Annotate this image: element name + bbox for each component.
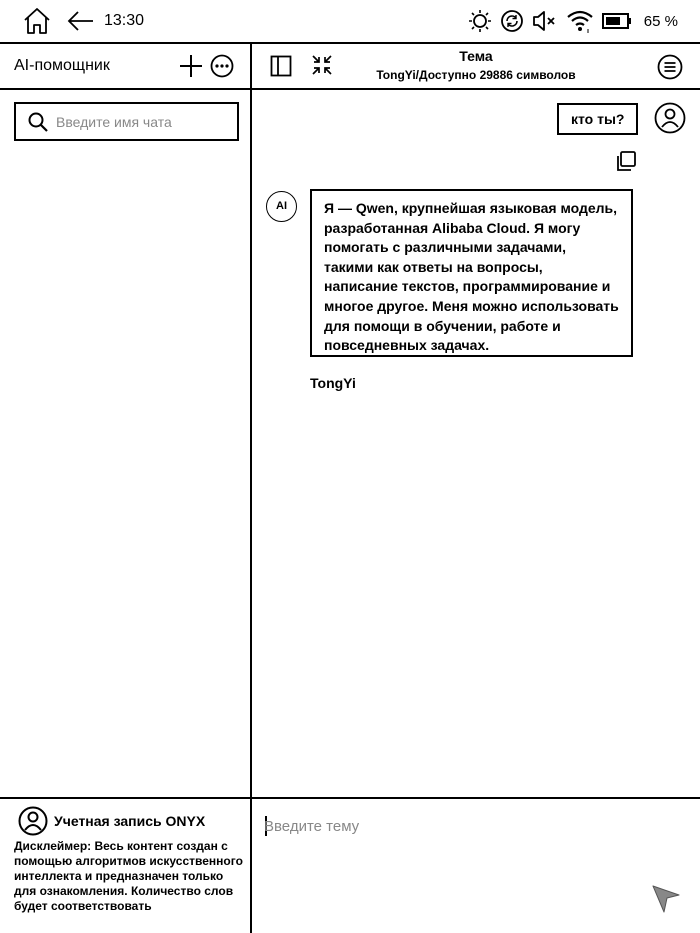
new-chat-plus-icon[interactable] bbox=[178, 53, 204, 79]
more-options-icon[interactable] bbox=[210, 54, 234, 78]
chat-search-box[interactable] bbox=[14, 102, 239, 141]
disclaimer-text: Дисклеймер: Весь контент создан с помощью алгоритмов искусственного интеллекта и предназначен только для ознакомления. Количество слов будет соответствовать bbox=[14, 839, 243, 913]
account-label: Учетная запись ONYX bbox=[54, 813, 206, 829]
ai-model-label: TongYi bbox=[310, 375, 356, 391]
status-bar bbox=[0, 0, 700, 42]
chat-subtitle: TongYi/Доступно 29886 символов bbox=[376, 68, 576, 82]
user-message-bubble: кто ты? bbox=[557, 103, 638, 135]
copy-icon[interactable] bbox=[615, 150, 637, 172]
user-account-icon bbox=[18, 806, 48, 836]
sidebar-header bbox=[0, 44, 250, 90]
back-arrow-icon[interactable] bbox=[66, 8, 96, 34]
menu-icon[interactable] bbox=[657, 54, 683, 80]
clock: 13:30 bbox=[104, 12, 145, 29]
brightness-icon[interactable] bbox=[468, 9, 492, 33]
sync-icon[interactable] bbox=[500, 9, 524, 33]
chat-header bbox=[252, 44, 700, 90]
search-icon bbox=[28, 112, 48, 132]
topic-input[interactable] bbox=[264, 813, 644, 839]
compose-area bbox=[252, 797, 700, 933]
sidebar-footer bbox=[0, 797, 250, 933]
wifi-icon[interactable] bbox=[566, 8, 594, 34]
battery-percent: 65 % bbox=[643, 12, 678, 30]
ai-message-bubble: Я — Qwen, крупнейшая языковая модель, разработанная Alibaba Cloud. Я могу помогать с различными задачами, такими как ответы на вопросы, написание текстов, программирование и многое другое. Меня можно использовать для помощи в обучении, работе и повседневных задачах. bbox=[310, 189, 633, 357]
chat-pane bbox=[252, 42, 700, 933]
battery-icon bbox=[602, 12, 632, 30]
chat-search-input[interactable] bbox=[56, 108, 231, 136]
account-button[interactable] bbox=[18, 805, 205, 837]
ai-avatar: AI bbox=[266, 191, 297, 222]
chat-title: Тема bbox=[459, 48, 493, 64]
user-avatar-icon bbox=[654, 102, 686, 134]
send-icon[interactable] bbox=[650, 883, 682, 915]
sidebar-title: AI-помощник bbox=[14, 57, 110, 74]
home-icon[interactable] bbox=[22, 6, 52, 36]
volume-muted-icon[interactable] bbox=[532, 9, 558, 33]
chat-list-sidebar bbox=[0, 42, 252, 933]
